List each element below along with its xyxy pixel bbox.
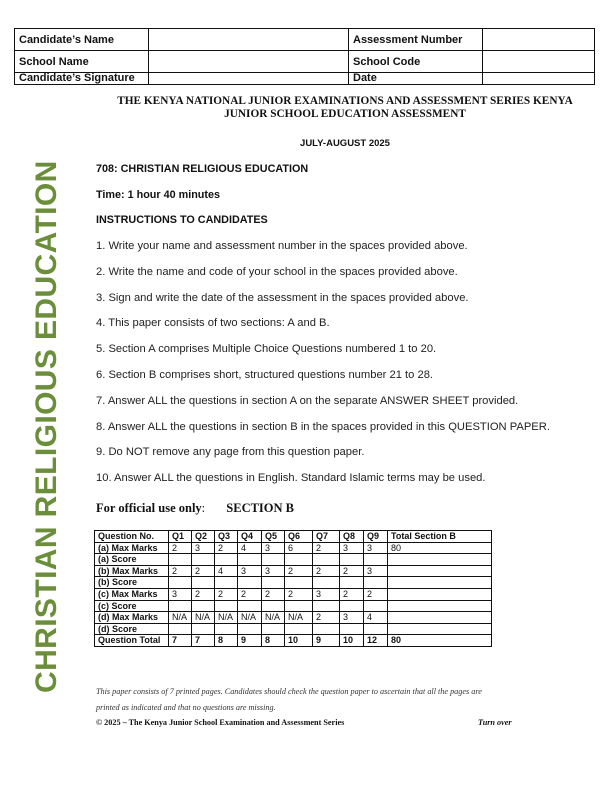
- subject-heading: 708: CHRISTIAN RELIGIOUS EDUCATION: [96, 163, 309, 175]
- instructions-heading: INSTRUCTIONS TO CANDIDATES: [96, 214, 268, 226]
- score-entry-cell[interactable]: [192, 577, 215, 589]
- instructions-list: [96, 239, 550, 497]
- score-entry-cell[interactable]: [238, 623, 262, 635]
- column-header: Q4: [238, 531, 262, 543]
- score-entry-cell[interactable]: [192, 600, 215, 612]
- question-total-row: [95, 635, 492, 647]
- row-label: (b) Max Marks: [95, 565, 169, 577]
- assessment-number-field[interactable]: [483, 29, 595, 51]
- marks-cell: N/A: [238, 612, 262, 624]
- marks-cell: N/A: [169, 612, 192, 624]
- turn-over-label: Turn over: [478, 718, 512, 727]
- score-entry-cell[interactable]: [238, 600, 262, 612]
- marks-cell: 4: [364, 612, 388, 624]
- marks-cell: 2: [340, 565, 364, 577]
- info-row-signature: [15, 73, 595, 85]
- marks-cell: 3: [364, 542, 388, 554]
- score-entry-cell[interactable]: [313, 554, 340, 566]
- column-header: Q3: [215, 531, 238, 543]
- official-use-label: For official use only: [96, 501, 202, 515]
- marks-cell: 12: [364, 635, 388, 647]
- table-row: [95, 554, 492, 566]
- score-entry-cell[interactable]: [215, 600, 238, 612]
- score-entry-cell[interactable]: [262, 600, 285, 612]
- info-row-name: [15, 29, 595, 51]
- marks-cell: 2: [215, 542, 238, 554]
- page-count-note: [96, 684, 596, 716]
- score-entry-cell[interactable]: [215, 577, 238, 589]
- marks-cell: 9: [238, 635, 262, 647]
- school-code-label: School Code: [349, 51, 483, 73]
- marks-cell: 3: [169, 588, 192, 600]
- score-entry-cell[interactable]: [285, 554, 313, 566]
- table-row: [95, 565, 492, 577]
- marks-cell: [388, 565, 492, 577]
- marks-cell: N/A: [285, 612, 313, 624]
- candidate-name-field[interactable]: [149, 29, 349, 51]
- column-header: Q1: [169, 531, 192, 543]
- score-entry-cell[interactable]: [169, 554, 192, 566]
- column-header: Q5: [262, 531, 285, 543]
- row-label: (c) Score: [95, 600, 169, 612]
- score-entry-cell[interactable]: [388, 554, 492, 566]
- column-header: Q6: [285, 531, 313, 543]
- score-entry-cell[interactable]: [340, 623, 364, 635]
- marks-cell: 2: [313, 612, 340, 624]
- exam-title-line2: JUNIOR SCHOOL EDUCATION ASSESSMENT: [224, 108, 466, 120]
- instruction-item: 4. This paper consists of two sections: A and B.: [96, 317, 330, 330]
- marks-cell: 9: [313, 635, 340, 647]
- score-table-header-row: [95, 531, 492, 543]
- score-entry-cell[interactable]: [313, 577, 340, 589]
- row-label: (c) Max Marks: [95, 588, 169, 600]
- candidate-signature-label: Candidate’s Signature: [15, 73, 149, 85]
- score-entry-cell[interactable]: [169, 623, 192, 635]
- marks-cell: 2: [285, 565, 313, 577]
- column-header: Total Section B: [388, 531, 492, 543]
- marks-cell: N/A: [215, 612, 238, 624]
- candidate-name-label: Candidate’s Name: [15, 29, 149, 51]
- instruction-item: 6. Section B comprises short, structured questions number 21 to 28.: [96, 368, 434, 381]
- time-allowed: Time: 1 hour 40 minutes: [96, 189, 220, 201]
- page-count-note-line1: This paper consists of 7 printed pages. Candidates should check the question paper to ascertain that all the pages are: [96, 687, 482, 696]
- copyright-notice: © 2025 – The Kenya Junior School Examination and Assessment Series: [96, 718, 345, 727]
- instruction-item: 1. Write your name and assessment number in the spaces provided above.: [96, 240, 468, 252]
- score-entry-cell[interactable]: [169, 577, 192, 589]
- score-entry-cell[interactable]: [169, 600, 192, 612]
- marks-cell: 7: [169, 635, 192, 647]
- instruction-item: 2. Write the name and code of your school in the spaces provided above.: [96, 265, 458, 278]
- marks-cell: 2: [215, 588, 238, 600]
- marks-cell: 2: [192, 565, 215, 577]
- score-entry-cell[interactable]: [364, 600, 388, 612]
- table-row: [95, 588, 492, 600]
- info-row-school: [15, 51, 595, 73]
- assessment-number-label: Assessment Number: [349, 29, 483, 51]
- marks-cell: 10: [285, 635, 313, 647]
- exam-title-line1: THE KENYA NATIONAL JUNIOR EXAMINATIONS AND ASSESSMENT SERIES KENYA: [117, 95, 573, 107]
- official-use-colon: :: [201, 501, 206, 515]
- school-name-field[interactable]: [149, 51, 349, 73]
- marks-cell: 3: [262, 565, 285, 577]
- official-use-heading: [96, 501, 294, 516]
- table-row: [95, 600, 492, 612]
- score-entry-cell[interactable]: [192, 623, 215, 635]
- marks-cell: 2: [313, 542, 340, 554]
- marks-cell: 2: [313, 565, 340, 577]
- score-entry-cell[interactable]: [388, 577, 492, 589]
- marks-cell: 2: [340, 588, 364, 600]
- score-entry-cell[interactable]: [192, 554, 215, 566]
- school-code-field[interactable]: [483, 51, 595, 73]
- score-entry-cell[interactable]: [313, 623, 340, 635]
- score-entry-cell[interactable]: [238, 577, 262, 589]
- marks-cell: 2: [285, 588, 313, 600]
- score-entry-cell[interactable]: [215, 623, 238, 635]
- instruction-item: 10. Answer ALL the questions in English. Standard Islamic terms may be used.: [96, 472, 486, 485]
- date-field[interactable]: [483, 73, 595, 85]
- marks-cell: 2: [364, 588, 388, 600]
- score-entry-cell[interactable]: [215, 554, 238, 566]
- score-entry-cell[interactable]: [388, 623, 492, 635]
- marks-cell: 2: [169, 542, 192, 554]
- marks-cell: 4: [238, 542, 262, 554]
- score-entry-cell[interactable]: [262, 554, 285, 566]
- marks-cell: 80: [388, 635, 492, 647]
- table-row: [95, 612, 492, 624]
- row-label: (d) Score: [95, 623, 169, 635]
- section-b-score-table: [94, 530, 492, 647]
- marks-cell: 3: [340, 542, 364, 554]
- instruction-item: 9. Do NOT remove any page from this question paper.: [96, 446, 365, 459]
- side-subject-banner: CHRISTIAN RELIGIOUS EDUCATION: [30, 160, 63, 693]
- date-label: Date: [349, 73, 483, 85]
- marks-cell: 8: [262, 635, 285, 647]
- instruction-item: 3. Sign and write the date of the assessment in the spaces provided above.: [96, 291, 469, 304]
- marks-cell: N/A: [262, 612, 285, 624]
- marks-cell: 3: [340, 612, 364, 624]
- score-entry-cell[interactable]: [285, 600, 313, 612]
- section-b-label: SECTION B: [226, 501, 295, 515]
- score-entry-cell[interactable]: [364, 623, 388, 635]
- score-entry-cell[interactable]: [340, 554, 364, 566]
- marks-cell: 6: [285, 542, 313, 554]
- score-entry-cell[interactable]: [262, 577, 285, 589]
- marks-cell: 3: [364, 565, 388, 577]
- score-entry-cell[interactable]: [285, 623, 313, 635]
- instruction-item: 8. Answer ALL the questions in section B in the spaces provided in this QUESTION PAPER.: [96, 420, 550, 433]
- marks-cell: N/A: [192, 612, 215, 624]
- row-label: (d) Max Marks: [95, 612, 169, 624]
- instruction-item: 5. Section A comprises Multiple Choice Questions numbered 1 to 20.: [96, 343, 437, 356]
- table-row: [95, 577, 492, 589]
- score-entry-cell[interactable]: [313, 600, 340, 612]
- score-entry-cell[interactable]: [364, 577, 388, 589]
- row-label: Question Total: [95, 635, 169, 647]
- school-name-label: School Name: [15, 51, 149, 73]
- exam-title: [90, 95, 600, 121]
- table-row: [95, 623, 492, 635]
- score-entry-cell[interactable]: [340, 600, 364, 612]
- row-label: (a) Max Marks: [95, 542, 169, 554]
- score-entry-cell[interactable]: [238, 554, 262, 566]
- column-header: Q8: [340, 531, 364, 543]
- score-entry-cell[interactable]: [340, 577, 364, 589]
- marks-cell: 3: [192, 542, 215, 554]
- marks-cell: 2: [169, 565, 192, 577]
- column-header: Q2: [192, 531, 215, 543]
- candidate-info-table: [14, 28, 595, 85]
- score-entry-cell[interactable]: [262, 623, 285, 635]
- marks-cell: [388, 588, 492, 600]
- table-row: [95, 542, 492, 554]
- marks-cell: 2: [262, 588, 285, 600]
- marks-cell: 4: [215, 565, 238, 577]
- score-entry-cell[interactable]: [388, 600, 492, 612]
- exam-session: JULY-AUGUST 2025: [300, 138, 390, 149]
- marks-cell: 3: [313, 588, 340, 600]
- marks-cell: 3: [238, 565, 262, 577]
- column-header: Q9: [364, 531, 388, 543]
- row-label: (b) Score: [95, 577, 169, 589]
- marks-cell: 2: [238, 588, 262, 600]
- marks-cell: 2: [192, 588, 215, 600]
- candidate-signature-field[interactable]: [149, 73, 349, 85]
- score-entry-cell[interactable]: [364, 554, 388, 566]
- score-entry-cell[interactable]: [285, 577, 313, 589]
- row-label: (a) Score: [95, 554, 169, 566]
- marks-cell: 7: [192, 635, 215, 647]
- page-count-note-line2: printed as indicated and that no questions are missing.: [96, 703, 276, 712]
- column-header: Q7: [313, 531, 340, 543]
- column-header: Question No.: [95, 531, 169, 543]
- marks-cell: 80: [388, 542, 492, 554]
- instruction-item: 7. Answer ALL the questions in section A on the separate ANSWER SHEET provided.: [96, 394, 519, 407]
- marks-cell: 3: [262, 542, 285, 554]
- marks-cell: 10: [340, 635, 364, 647]
- marks-cell: 8: [215, 635, 238, 647]
- marks-cell: [388, 612, 492, 624]
